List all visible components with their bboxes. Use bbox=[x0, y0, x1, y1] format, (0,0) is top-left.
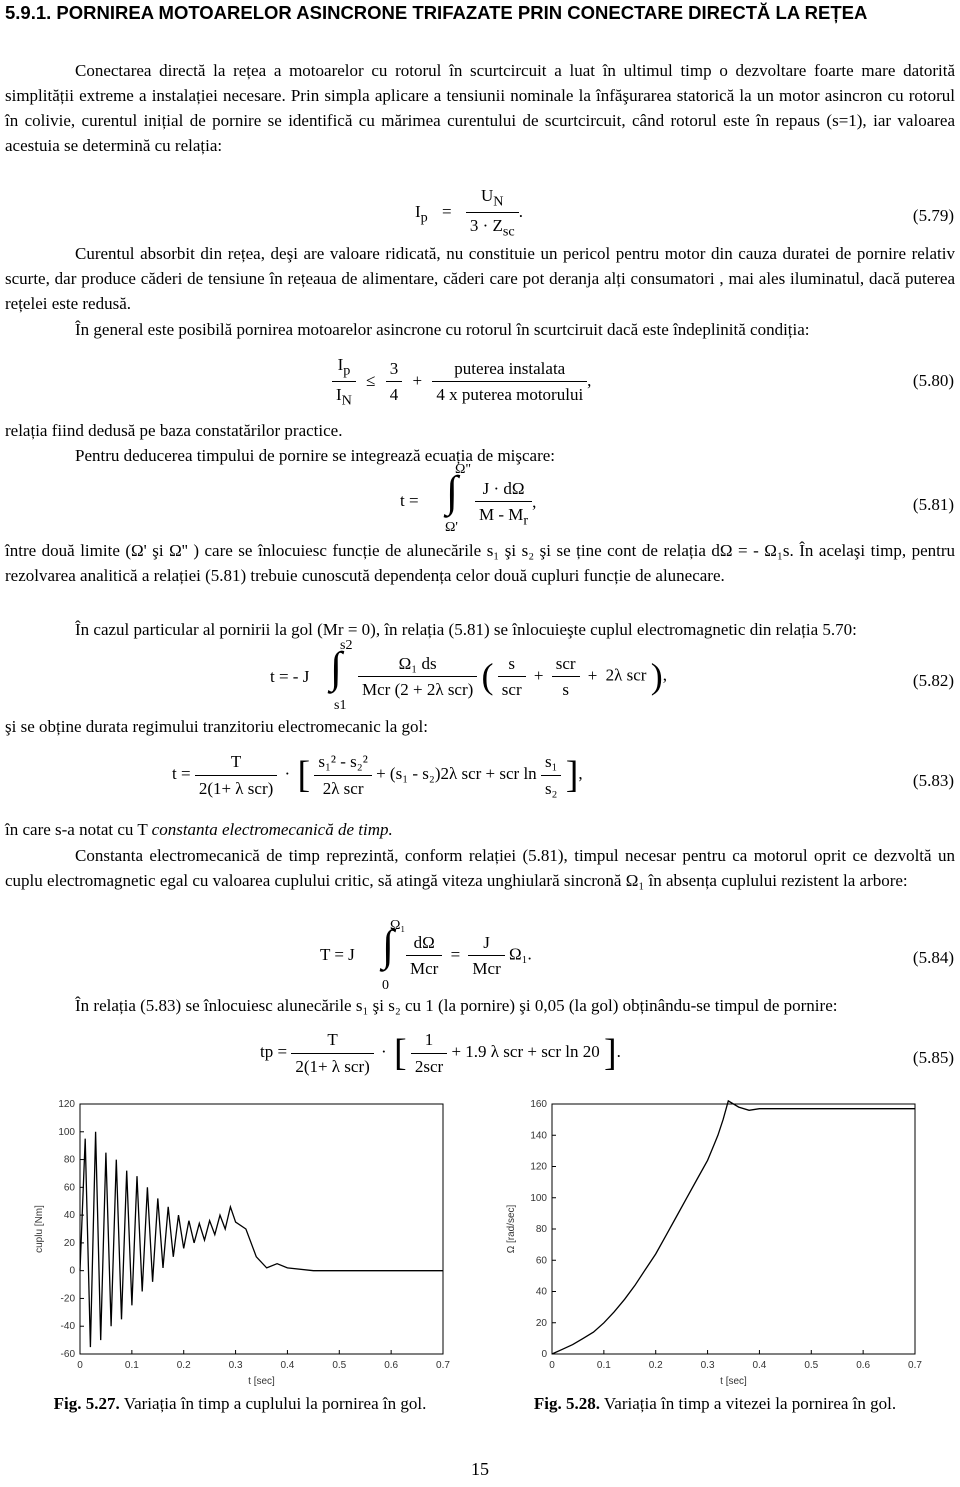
paragraph-integration: Pentru deducerea timpului de pornire se integrează ecuația de mişcare: bbox=[75, 446, 556, 465]
eq581-number: (5.81) bbox=[912, 495, 954, 514]
caption-fig-5-28: Fig. 5.28. Variația în timp a vitezei la pornirea în gol. bbox=[533, 1394, 897, 1413]
speed-chart-y-tick-label: 140 bbox=[530, 1130, 547, 1142]
torque-chart-x-axis-label: t [sec] bbox=[248, 1376, 275, 1387]
speed-chart-y-tick-label: 20 bbox=[535, 1317, 547, 1329]
torque-chart-y-tick-label: -40 bbox=[60, 1321, 75, 1333]
equation-5-81: t = Ω" ∫ Ω' $\frac{J \cdot d\Omega}{M - M_r}$ , bbox=[400, 462, 537, 535]
speed-chart-x-tick-label: 0 bbox=[549, 1360, 555, 1371]
torque-chart-x-tick-label: 0.7 bbox=[436, 1360, 450, 1371]
speed-chart-y-axis-label: Ω [rad/sec] bbox=[506, 1204, 517, 1254]
torque-chart-y-tick-label: 40 bbox=[63, 1210, 75, 1222]
speed-chart-y-tick-label: 40 bbox=[535, 1286, 547, 1298]
speed-chart-y-tick-label: 0 bbox=[541, 1349, 547, 1360]
caption-fig-5-27: Fig. 5.27. Variația în timp a cuplului la pornirea în gol. bbox=[53, 1394, 427, 1413]
paragraph-starting-time: În relația (5.83) se înlocuiesc alunecările s₁ şi s₂ cu 1 (la pornire) şi 0,05 (la gol) obținându-se timpul de pornire: bbox=[75, 996, 838, 1015]
speed-chart-x-tick-label: 0.4 bbox=[752, 1360, 767, 1371]
speed-chart-y-tick-label: 80 bbox=[535, 1224, 547, 1235]
equation-5-84: T = J Ω₁ ∫ 0 $\frac{d\Omega}{\text{Mcr}}$ = $\frac{J}{\text{Mcr}}$ Ω₁. bbox=[320, 918, 532, 993]
torque-chart-x-tick-label: 0.5 bbox=[332, 1360, 347, 1371]
paragraph-condition: În general este posibilă pornirea motoarelor asincrone cu rotorul în scurtciruit dacă este îndeplinită condiția: bbox=[75, 320, 810, 339]
speed-chart-x-tick-label: 0.3 bbox=[700, 1360, 715, 1371]
speed-chart-x-tick-label: 0.6 bbox=[856, 1360, 871, 1371]
speed-chart-x-tick-label: 0.2 bbox=[648, 1360, 663, 1371]
eq585-number: (5.85) bbox=[912, 1048, 954, 1067]
figure-5-27-torque-chart bbox=[28, 1092, 458, 1392]
torque-chart-x-tick-label: 0.2 bbox=[176, 1360, 191, 1371]
paragraph-notation: în care s-a notat cu T constanta electromecanică de timp. bbox=[5, 820, 393, 839]
torque-chart-y-tick-label: -60 bbox=[60, 1349, 75, 1360]
equation-5-83: t = $\frac{T}{\text{2(1+ λ scr)}}$ · [ $\frac{\text{s₁² - s₂²}}{\text{2λ scr}}$ + (s₁ - s₂)2λ scr + scr ln $\frac{\text{s₁}}{\text{s₂}}$ ], bbox=[172, 747, 583, 803]
paragraph-constant: Constanta electromecanică de timp reprezintă, conform relației (5.81), timpul necesar pentru ca motorul oprit ce dezvoltă un cuplu electromagnetic egal cu valoarea cuplului critic, să atingă viteza unghiulară sincronă Ω₁ în absența cuplului rezistent la arbore: bbox=[5, 846, 955, 891]
torque-chart-y-axis-label: cuplu [Nm] bbox=[34, 1205, 45, 1253]
speed-chart-x-axis-label: t [sec] bbox=[720, 1376, 747, 1387]
speed-chart-y-tick-label: 120 bbox=[530, 1161, 547, 1173]
section-title: 5.9.1. PORNIREA MOTOARELOR ASINCRONE TRIFAZATE PRIN CONECTARE DIRECTĂ LA REȚEA bbox=[5, 2, 868, 23]
eq583-number: (5.83) bbox=[912, 771, 954, 790]
torque-chart-x-tick-label: 0.1 bbox=[124, 1360, 139, 1371]
paragraph-noload: În cazul particular al pornirii la gol (Mr = 0), în relația (5.81) se înlocuieşte cuplul electromagnetic din relația 5.70: bbox=[75, 620, 857, 639]
torque-chart-x-tick-label: 0.4 bbox=[280, 1360, 295, 1371]
paragraph-intro: Conectarea directă la rețea a motoarelor cu rotorul în scurtcircuit a luat în ultimul timp o dezvoltare foarte mare datorită simplității extreme a instalației necesare. Prin simpla aplicare a tensiunii nominale la înfăşurarea statorică la un motor asincron cu rotorul în colivie, curentul inițial de pornire se identifică cu mărimea curentului de scurtcircuit, când rotorul este în repaus (s=1), iar valoarea acestuia se determină cu relația: bbox=[5, 61, 955, 156]
eq582-number: (5.82) bbox=[912, 671, 954, 690]
speed-chart-plot-area bbox=[552, 1104, 915, 1354]
equation-5-80: $\frac{I_p}{I_N}$ ≤ $\frac{3}{4}$ + $\frac{\text{puterea instalata}}{\text{4 x puterea motorului}}$ , bbox=[332, 352, 591, 412]
torque-chart-y-tick-label: 60 bbox=[63, 1182, 75, 1194]
page-number: 15 bbox=[471, 1459, 489, 1479]
torque-chart-y-tick-label: 100 bbox=[58, 1126, 75, 1138]
torque-chart-y-tick-label: 20 bbox=[63, 1237, 75, 1249]
equation-5-85: tp = $\frac{T}{\text{2(1+ λ scr)}}$ · [ $\frac{1}{\text{2scr}}$ + 1.9 λ scr + scr ln 20 ]. bbox=[260, 1025, 621, 1081]
eq580-number: (5.80) bbox=[912, 371, 954, 390]
eq579-number: (5.79) bbox=[912, 206, 954, 225]
speed-chart-y-tick-label: 100 bbox=[530, 1192, 547, 1204]
torque-chart-x-tick-label: 0.6 bbox=[384, 1360, 399, 1371]
paragraph-practical: relația fiind dedusă pe baza constatărilor practice. bbox=[5, 421, 343, 440]
speed-chart-x-tick-label: 0.5 bbox=[804, 1360, 819, 1371]
paragraph-current: Curentul absorbit din rețea, deşi are valoare ridicată, nu constituie un pericol pentru motor din cauza duratei de pornire relativ scurte, dar produce căderi de tensiune în rețeaua de alimentare, căderi care pot deranja alți consumatori , mai ales iluminatul, dacă puterea rețelei este redusă. bbox=[5, 244, 955, 314]
speed-chart-y-tick-label: 60 bbox=[535, 1255, 547, 1267]
eq584-number: (5.84) bbox=[912, 948, 954, 967]
paragraph-limits: între două limite (Ω' şi Ω'' ) care se înlocuiesc funcție de alunecările s₁ şi s₂ şi se ține cont de relația dΩ = - Ω₁s. În acelaşi timp, pentru rezolvarea analitică a relației (5.81) trebuie cunoscută dependența celor două cupluri funcție de alunecare. bbox=[5, 541, 955, 586]
torque-chart-y-tick-label: 0 bbox=[69, 1265, 75, 1277]
equation-5-82: t = - J s2 ∫ s1 $\frac{\text{Ω₁ ds}}{\text{Mcr (2 + 2λ scr)}}$ ( $\frac{s}{\text{scr}}$ + $\frac{\text{scr}}{s}$ + 2λ scr ), bbox=[270, 638, 667, 713]
eq579-lhs: $I_p$ bbox=[415, 201, 428, 226]
torque-chart-y-tick-label: -20 bbox=[60, 1293, 75, 1305]
equation-5-79: $I_p$ = $\frac{U_N}{3 \cdot Z_{sc}}$ . bbox=[415, 183, 523, 243]
speed-chart-x-tick-label: 0.1 bbox=[596, 1360, 611, 1371]
speed-chart-x-tick-label: 0.7 bbox=[908, 1360, 922, 1371]
torque-chart-y-tick-label: 80 bbox=[63, 1154, 75, 1166]
paragraph-transient: şi se obține durata regimului tranzitoriu electromecanic la gol: bbox=[5, 717, 428, 736]
torque-chart-x-tick-label: 0.3 bbox=[228, 1360, 243, 1371]
torque-chart-x-tick-label: 0 bbox=[77, 1360, 83, 1371]
figure-5-28-speed-chart bbox=[500, 1092, 930, 1392]
speed-chart-y-tick-label: 160 bbox=[530, 1099, 547, 1110]
torque-chart-y-tick-label: 120 bbox=[58, 1099, 75, 1110]
